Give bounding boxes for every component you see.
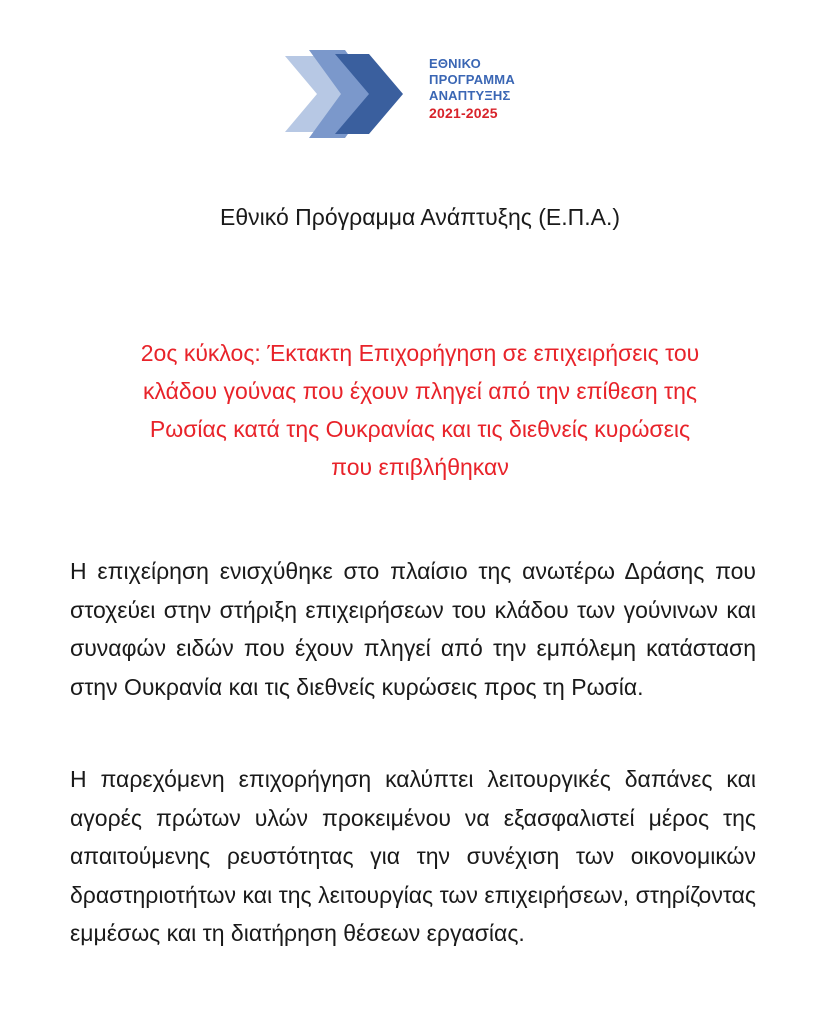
body-paragraph: Η παρεχόμενη επιχορήγηση καλύπτει λειτουργικές δαπάνες και αγορές πρώτων υλών προκειμένου να εξασφαλιστεί μέρος της απαιτούμενης ρευστότητας για την συνέχιση των οικονομικών δραστηριοτήτων και της λειτουργίας των επιχειρήσεων, στηρίζοντας εμμέσως και τη διατήρηση θέσεων εργασίας. <box>70 766 756 946</box>
title-line: που επιβλήθηκαν <box>331 454 509 480</box>
action-title <box>60 334 780 486</box>
logo-line-2: ΠΡΟΓΡΑΜΜΑ <box>429 72 515 87</box>
title-line: κλάδου γούνας που έχουν πληγεί από την επίθεση της <box>142 378 698 404</box>
body-paragraph: Η επιχείρηση ενισχύθηκε στο πλαίσιο της ανωτέρω Δράσης που στοχεύει στην στήριξη επιχειρήσεων του κλάδου των γούνινων και συναφών ειδών που έχουν πληγεί από την εμπόλεμη κατάσταση στην Ουκρανία και τις διεθνείς κυρώσεις προς τη Ρωσία. <box>70 558 756 700</box>
logo-years: 2021-2025 <box>429 105 498 121</box>
logo-wordmark <box>429 56 515 121</box>
title-line: 2ος κύκλος: Έκτακτη Επιχορήγηση σε επιχειρήσεις του <box>140 340 700 366</box>
logo-line-1: ΕΘΝΙΚΟ <box>429 56 481 71</box>
epa-logo <box>283 44 543 144</box>
logo-line-3: ΑΝΑΠΤΥΞΗΣ <box>429 88 511 103</box>
title-line: Ρωσίας κατά της Ουκρανίας και τις διεθνείς κυρώσεις <box>149 416 691 442</box>
chevron-logo-icon <box>283 44 423 144</box>
page-heading: Εθνικό Πρόγραμμα Ανάπτυξης (Ε.Π.Α.) <box>219 204 621 230</box>
